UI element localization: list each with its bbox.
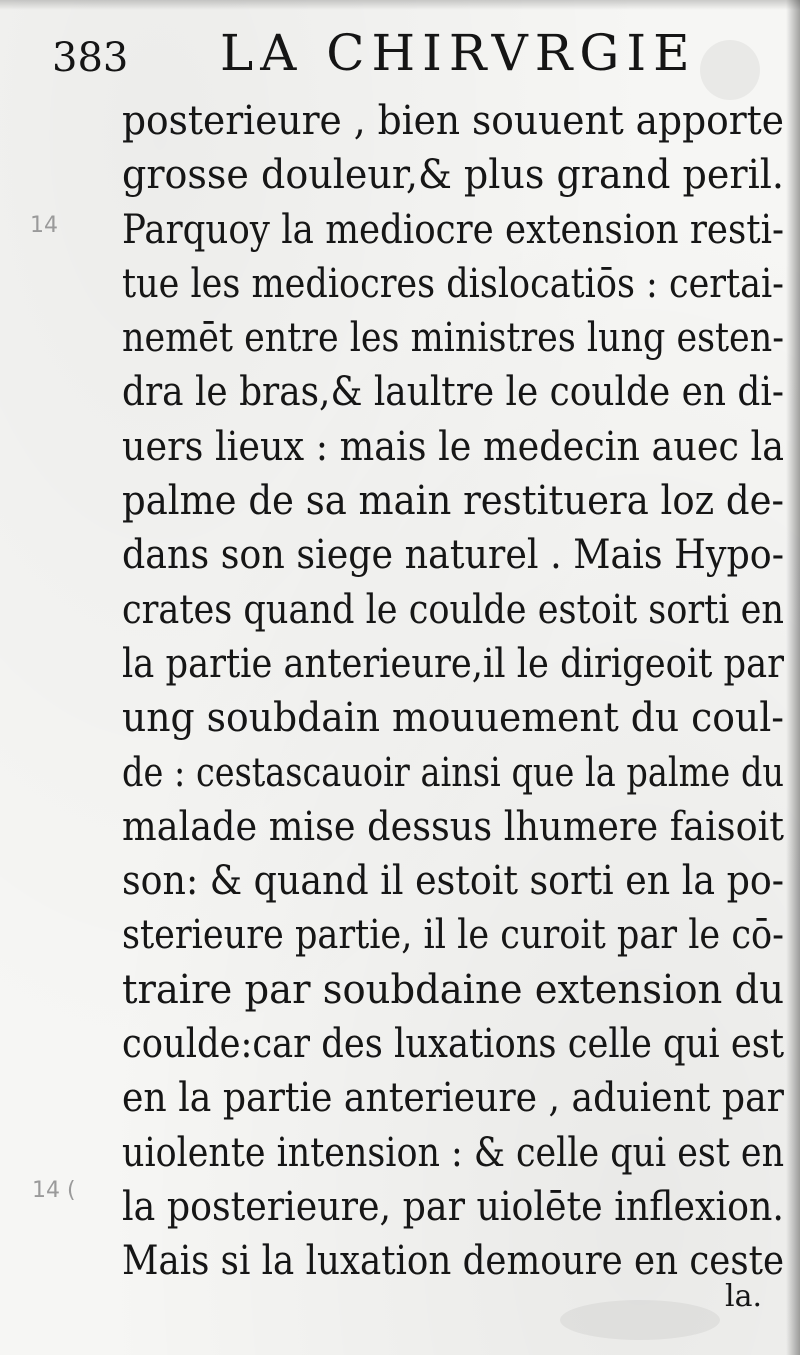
text-line: grosse douleur,& plus grand peril. (122, 152, 784, 199)
text-line: Mais si la luxation demoure en ceste (122, 1238, 785, 1285)
text-line: la partie anterieure,il le dirigeoit par (122, 640, 784, 687)
margin-annotation: 14 (30, 213, 58, 238)
text-line: nemēt entre les ministres lung esten- (122, 315, 785, 362)
text-line: traire par soubdaine extension du (122, 966, 784, 1013)
text-line: malade mise dessus lhumere faisoit (122, 803, 784, 850)
text-line: uiolente intension : & celle qui est en (122, 1129, 785, 1176)
body-text (122, 94, 784, 1289)
page-number: 383 (52, 35, 129, 81)
text-line: tue les mediocres dislocatiōs : certai- (122, 260, 785, 307)
paper-stain (700, 40, 760, 100)
running-title: LA CHIRVRGIE (220, 24, 697, 82)
text-line: coulde:car des luxations celle qui est (122, 1021, 785, 1068)
text-line: en la partie anterieure , aduient par (122, 1075, 784, 1122)
text-line: son: & quand il estoit sorti en la po- (122, 858, 785, 905)
text-line: ung soubdain mouuement du coul- (122, 695, 785, 742)
text-line: de : cestascauoir ainsi que la palme du (122, 749, 785, 796)
text-line: uers lieux : mais le medecin auec la (122, 423, 785, 470)
page-top-edge (0, 0, 800, 10)
text-line: posterieure , bien souuent apporte (122, 98, 785, 144)
text-line: Parquoy la mediocre extension resti- (122, 206, 785, 253)
text-line: dra le bras,& laultre le coulde en di- (122, 369, 784, 416)
text-line: crates quand le coulde estoit sorti en (122, 586, 784, 633)
text-line: dans son siege naturel . Mais Hypo- (122, 532, 785, 579)
text-line: palme de sa main restituera loz de- (122, 478, 785, 525)
margin-annotation: 14 ( (32, 1178, 76, 1203)
paper-stain (560, 1300, 720, 1340)
text-line: la posterieure, par uiolēte inflexion. (122, 1183, 784, 1230)
text-line: sterieure partie, il le curoit par le cō- (122, 912, 784, 959)
page-gutter-shadow (786, 0, 800, 1355)
catchword: la. (724, 1279, 762, 1314)
